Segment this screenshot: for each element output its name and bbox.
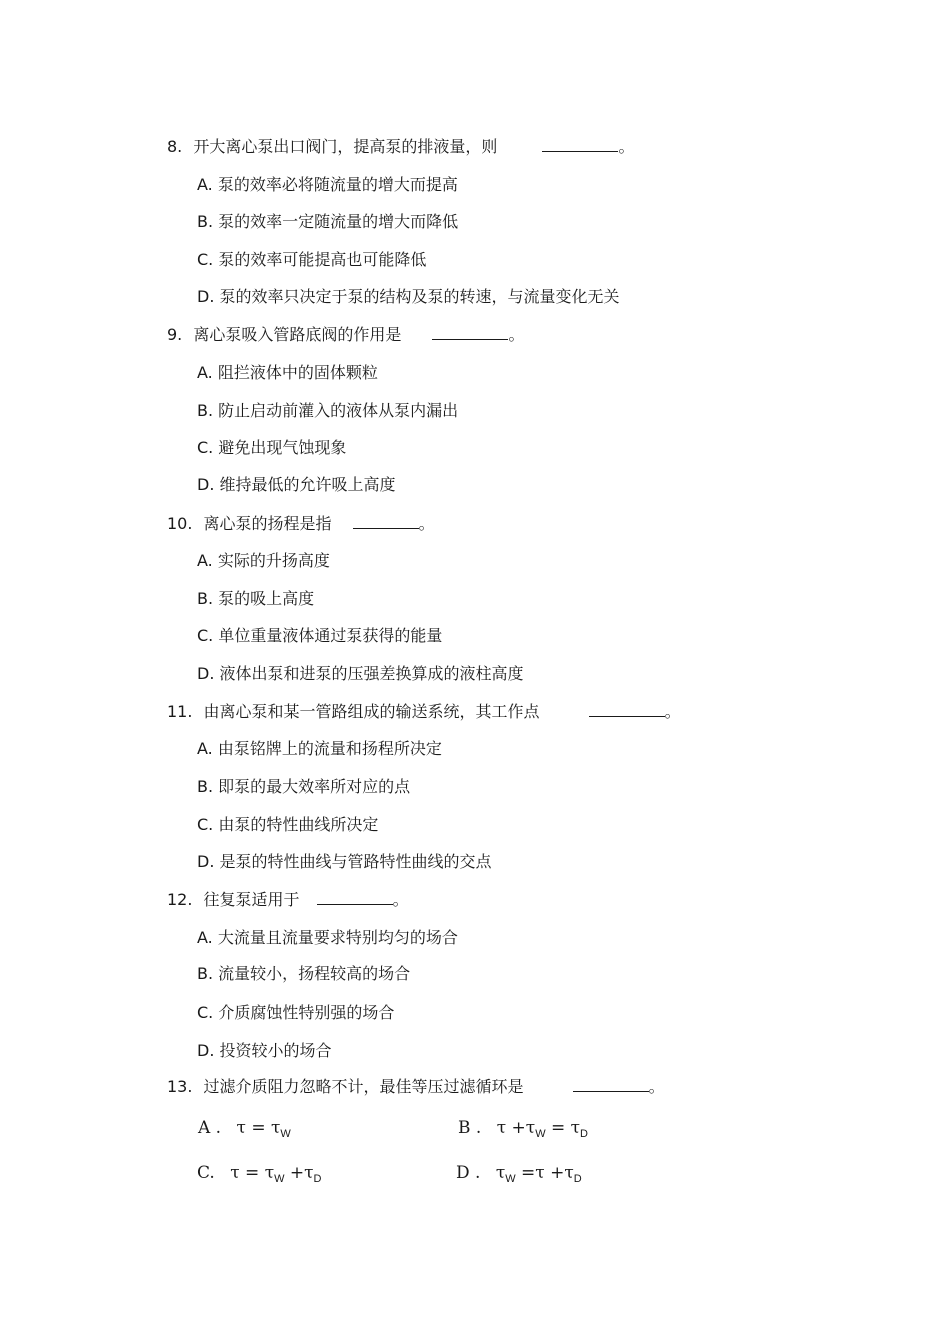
option-label: B . xyxy=(458,1118,482,1138)
option-text: 即泵的最大效率所对应的点 xyxy=(218,777,411,796)
option-label: D . xyxy=(456,1163,481,1183)
option-10b xyxy=(197,589,314,609)
option-8a xyxy=(197,175,458,195)
option-text: 投资较小的场合 xyxy=(219,1041,332,1060)
option-10a xyxy=(197,551,330,571)
option-text: 流量较小，扬程较高的场合 xyxy=(218,964,411,983)
subscript-w: W xyxy=(535,1128,546,1140)
option-label: B. xyxy=(197,589,214,608)
option-text: 实际的升扬高度 xyxy=(217,551,330,570)
option-12d xyxy=(197,1041,332,1061)
option-9b xyxy=(197,401,458,421)
option-13b xyxy=(458,1118,588,1144)
option-text: 泵的效率必将随流量的增大而提高 xyxy=(217,175,458,194)
tau-symbol: τ xyxy=(236,1118,246,1138)
answer-blank[interactable] xyxy=(589,702,665,717)
option-label: D. xyxy=(197,1041,215,1060)
plus-sign: + xyxy=(511,1118,526,1138)
subscript-d: D xyxy=(313,1173,322,1185)
option-label: A . xyxy=(198,1118,222,1138)
option-13c xyxy=(197,1163,322,1189)
question-number: 9. xyxy=(167,325,183,344)
option-text: 由泵的特性曲线所决定 xyxy=(218,815,379,834)
option-label: B. xyxy=(197,212,214,231)
tau-symbol: τ xyxy=(535,1163,545,1183)
option-12a xyxy=(197,928,458,948)
tau-symbol: τ xyxy=(496,1118,507,1138)
end-mark: 。 xyxy=(392,890,409,909)
answer-blank[interactable] xyxy=(542,137,618,152)
option-label: C. xyxy=(197,1163,215,1183)
subscript-d: D xyxy=(573,1173,582,1185)
option-10d xyxy=(197,664,524,684)
plus-sign: + xyxy=(289,1163,305,1183)
option-label: C. xyxy=(197,1003,214,1022)
option-label: A. xyxy=(197,363,213,382)
tau-symbol: τ xyxy=(264,1163,275,1183)
option-13a xyxy=(198,1118,291,1144)
option-text: 是泵的特性曲线与管路特性曲线的交点 xyxy=(219,852,492,871)
end-mark: 。 xyxy=(664,702,681,721)
option-label: A. xyxy=(197,551,213,570)
question-text: 由离心泵和某一管路组成的输送系统，其工作点 xyxy=(203,702,540,721)
option-text: 由泵铭牌上的流量和扬程所决定 xyxy=(217,739,442,758)
option-10c xyxy=(197,626,442,646)
equals-sign: = xyxy=(245,1163,260,1183)
question-number: 10. xyxy=(167,514,193,533)
question-12 xyxy=(167,890,409,910)
option-12b xyxy=(197,964,410,984)
answer-blank[interactable] xyxy=(353,514,419,529)
option-label: A. xyxy=(197,739,213,758)
option-label: D. xyxy=(197,852,215,871)
equals-sign: = xyxy=(521,1163,536,1183)
answer-blank[interactable] xyxy=(573,1077,649,1092)
subscript-d: D xyxy=(580,1128,588,1140)
option-13d xyxy=(456,1163,582,1189)
question-number: 13. xyxy=(167,1077,193,1096)
tau-symbol: τ xyxy=(304,1163,314,1183)
option-text: 阻拦液体中的固体颗粒 xyxy=(217,363,378,382)
question-number: 8. xyxy=(167,137,183,156)
answer-blank[interactable] xyxy=(317,890,393,905)
tau-symbol: τ xyxy=(525,1118,536,1138)
option-8d xyxy=(197,287,620,307)
subscript-w: W xyxy=(505,1173,516,1185)
tau-symbol: τ xyxy=(270,1118,281,1138)
option-11b xyxy=(197,777,410,797)
question-11 xyxy=(167,702,681,722)
option-label: D. xyxy=(197,664,215,683)
question-text: 过滤介质阻力忽略不计，最佳等压过滤循环是 xyxy=(203,1077,524,1096)
option-text: 大流量且流量要求特别均匀的场合 xyxy=(217,928,458,947)
question-number: 11. xyxy=(167,702,193,721)
option-label: D. xyxy=(197,475,215,494)
option-11a xyxy=(197,739,442,759)
option-label: D. xyxy=(197,287,215,306)
subscript-w: W xyxy=(280,1128,291,1140)
option-label: C. xyxy=(197,626,214,645)
option-text: 避免出现气蚀现象 xyxy=(218,438,347,457)
option-text: 泵的效率只决定于泵的结构及泵的转速，与流量变化无关 xyxy=(219,287,620,306)
option-text: 泵的效率可能提高也可能降低 xyxy=(218,250,427,269)
question-9 xyxy=(167,325,524,345)
option-text: 防止启动前灌入的液体从泵内漏出 xyxy=(218,401,459,420)
end-mark: 。 xyxy=(618,137,635,156)
option-text: 泵的吸上高度 xyxy=(218,589,315,608)
option-9d xyxy=(197,475,396,495)
option-9a xyxy=(197,363,378,383)
option-text: 介质腐蚀性特别强的场合 xyxy=(218,1003,395,1022)
end-mark: 。 xyxy=(508,325,525,344)
question-text: 离心泵的扬程是指 xyxy=(203,514,332,533)
option-label: C. xyxy=(197,250,214,269)
option-label: A. xyxy=(197,175,213,194)
option-8b xyxy=(197,212,458,232)
question-8 xyxy=(167,137,634,157)
answer-blank[interactable] xyxy=(432,325,508,340)
equals-sign: = xyxy=(251,1118,266,1138)
option-label: B. xyxy=(197,401,214,420)
option-label: B. xyxy=(197,964,214,983)
tau-symbol: τ xyxy=(230,1163,240,1183)
question-13 xyxy=(167,1077,665,1097)
option-label: C. xyxy=(197,438,214,457)
question-10 xyxy=(167,514,435,534)
tau-symbol: τ xyxy=(570,1118,581,1138)
question-text: 开大离心泵出口阀门，提高泵的排液量，则 xyxy=(193,137,498,156)
option-text: 维持最低的允许吸上高度 xyxy=(219,475,396,494)
plus-sign: + xyxy=(550,1163,565,1183)
subscript-w: W xyxy=(274,1173,285,1185)
end-mark: 。 xyxy=(418,514,435,533)
option-label: C. xyxy=(197,815,214,834)
option-9c xyxy=(197,438,346,458)
option-label: B. xyxy=(197,777,214,796)
tau-symbol: τ xyxy=(495,1163,506,1183)
question-text: 离心泵吸入管路底阀的作用是 xyxy=(193,325,402,344)
end-mark: 。 xyxy=(648,1077,665,1096)
question-text: 往复泵适用于 xyxy=(203,890,300,909)
equals-sign: = xyxy=(550,1118,566,1138)
question-number: 12. xyxy=(167,890,193,909)
option-11d xyxy=(197,852,492,872)
option-text: 液体出泵和进泵的压强差换算成的液柱高度 xyxy=(219,664,524,683)
option-text: 单位重量液体通过泵获得的能量 xyxy=(218,626,443,645)
option-12c xyxy=(197,1003,394,1023)
option-8c xyxy=(197,250,426,270)
tau-symbol: τ xyxy=(564,1163,574,1183)
option-11c xyxy=(197,815,378,835)
option-text: 泵的效率一定随流量的增大而降低 xyxy=(218,212,459,231)
option-label: A. xyxy=(197,928,213,947)
